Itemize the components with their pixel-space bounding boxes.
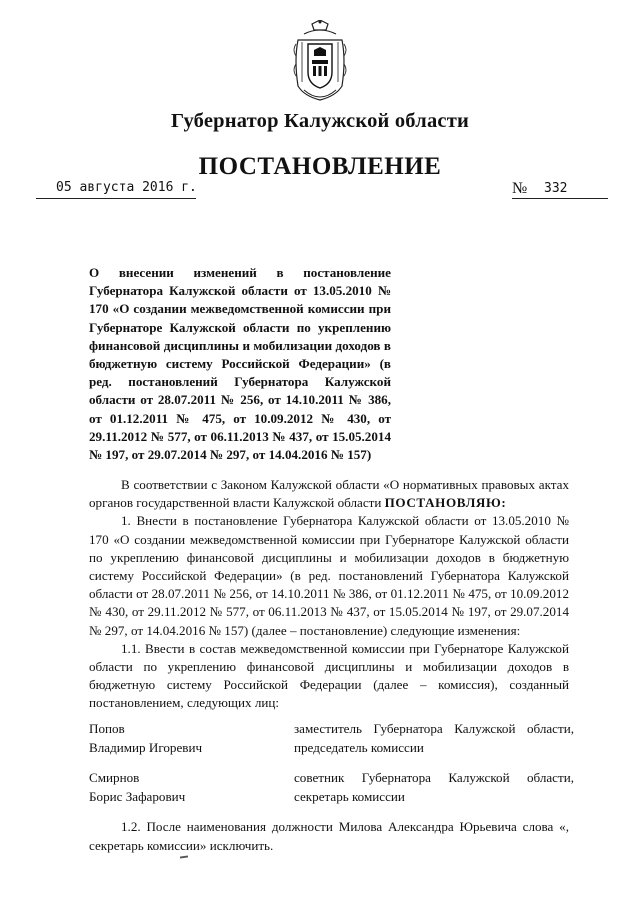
document-date: 05 августа 2016 г. bbox=[56, 180, 197, 195]
document-tail bbox=[89, 818, 569, 855]
document-type-title: ПОСТАНОВЛЕНИЕ bbox=[198, 153, 442, 180]
member-given-names: Владимир Игоревич bbox=[89, 739, 203, 755]
scan-speck bbox=[180, 855, 188, 858]
commission-members-list bbox=[89, 720, 574, 818]
issuing-authority: Губернатор Калужской области bbox=[171, 110, 469, 132]
item-1-2-paragraph: 1.2. После наименования должности Милова Александра Юрьевича слова «, секретарь комиссии» исключить. bbox=[89, 819, 569, 853]
member-name bbox=[89, 769, 294, 806]
member-given-names: Борис Зафарович bbox=[89, 788, 186, 804]
preamble-paragraph bbox=[89, 476, 569, 512]
document-body bbox=[89, 476, 569, 713]
preamble-text: В соответствии с Законом Калужской области «О нормативных правовых актах органов государственной власти Калужской области bbox=[89, 477, 569, 511]
member-surname: Попов bbox=[89, 721, 125, 736]
member-row bbox=[89, 769, 574, 806]
member-name bbox=[89, 720, 294, 757]
resolve-word: ПОСТАНОВЛЯЮ: bbox=[384, 495, 507, 511]
document-subject: О внесении изменений в постановление Губернатора Калужской области от 13.05.2010 № 170 «О создании межведомственной комиссии при Губернаторе Калужской области по укреплению финансовой дисциплины и мобилизации доходов в бюджетную систему Российской Федерации» (в ред. постановлений Губернатора Калужской области от 28.07.2011 № 256, от 14.10.2011 № 386, от 01.12.2011 № 475, от 10.09.2012 № 430, от 29.11.2012 № 577, от 06.11.2013 № 437, от 15.05.2014 № 197, от 29.07.2014 № 297, от 14.04.2016 № 157) bbox=[89, 265, 391, 463]
member-position: заместитель Губернатора Калужской области, председатель комиссии bbox=[294, 721, 574, 755]
document-number: 332 bbox=[544, 181, 568, 196]
member-row bbox=[89, 720, 574, 757]
item-1-1-paragraph: 1.1. Ввести в состав межведомственной комиссии при Губернаторе Калужской области по укреплению финансовой дисциплины и мобилизации доходов в бюджетную систему Российской Федерации (далее – комиссия), созданный постановлением, следующих лиц: bbox=[89, 640, 569, 711]
item-1-paragraph: 1. Внести в постановление Губернатора Калужской области от 13.05.2010 № 170 «О создании межведомственной комиссии при Губернаторе Калужской области по укреплению финансовой дисциплины и мобилизации доходов в бюджетную систему Российской Федерации» (в ред. постановлений Губернатора Калужской области от 28.07.2011 № 256, от 14.10.2011 № 386, от 01.12.2011 № 475, от 10.09.2012 № 430, от 29.11.2012 № 577, от 06.11.2013 № 437, от 15.05.2014 № 197, от 29.07.2014 № 297, от 14.04.2016 № 157) (далее – постановление) следующие изменения: bbox=[89, 513, 569, 638]
coat-of-arms-icon bbox=[290, 20, 350, 104]
number-sign: № bbox=[512, 180, 528, 197]
member-surname: Смирнов bbox=[89, 770, 140, 785]
member-position: советник Губернатора Калужской области, секретарь комиссии bbox=[294, 770, 574, 804]
